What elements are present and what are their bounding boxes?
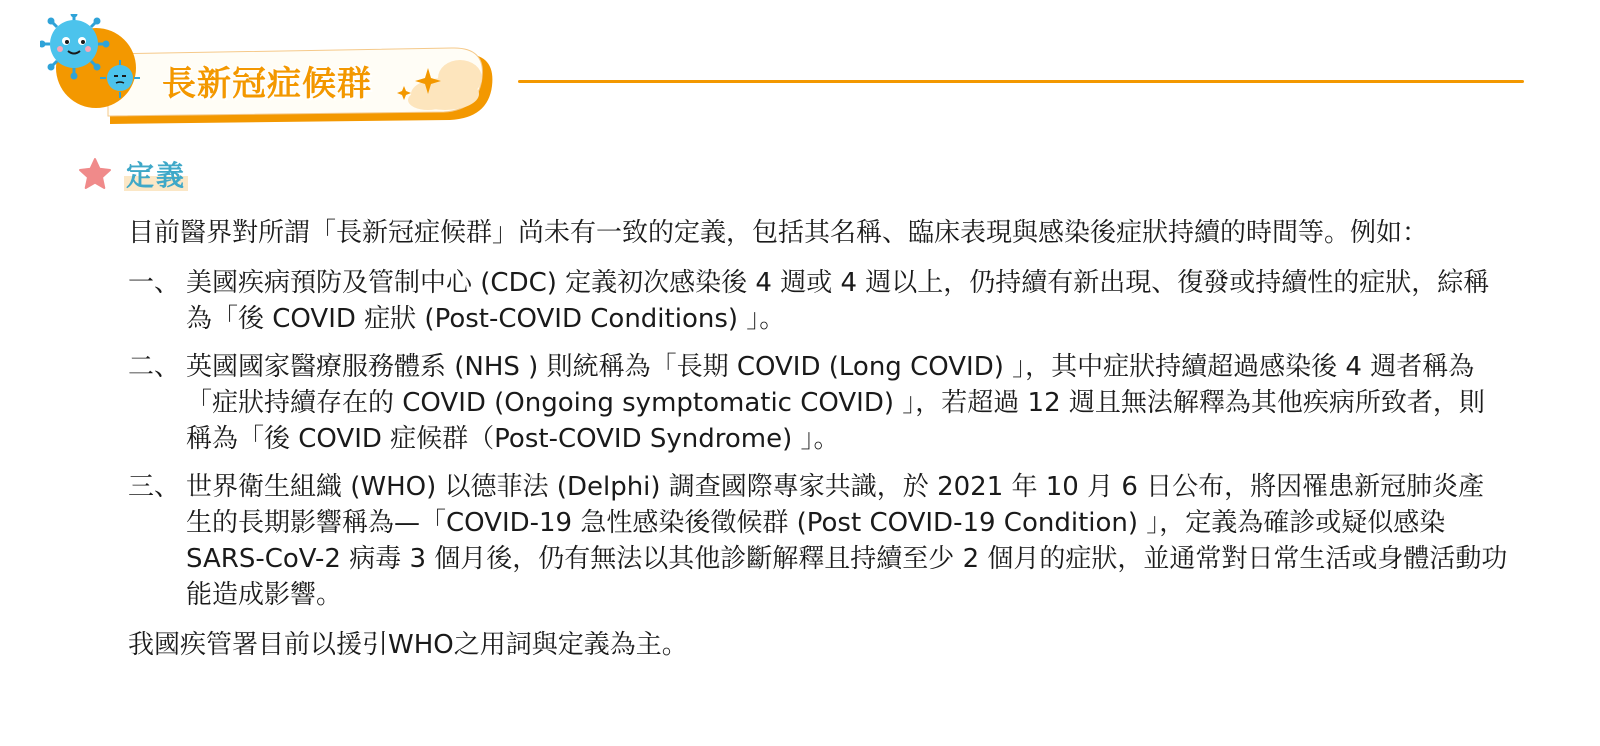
title-divider <box>518 80 1524 83</box>
list-item-text: 世界衛生組織 (WHO) 以德菲法 (Delphi) 調查國際專家共識，於 2021 年 10 月 6 日公布，將因罹患新冠肺炎產生的長期影響稱為—「COVID-19 急性感染後徵候群 (Post COVID-19 Condition) 」，定義為確診或疑似感染 SARS-CoV-2 病毒 3 個月後，仍有無法以其他診斷解釋且持續至少 2 個月的症狀，並通常對日常生活或身體活動功能造成影響。 <box>186 472 1508 610</box>
page-header <box>0 0 1600 130</box>
list-marker: 一、 <box>128 268 181 298</box>
list-item <box>128 469 1508 613</box>
page-title: 長新冠症候群 <box>162 64 372 104</box>
definition-body <box>128 215 1508 663</box>
closing-paragraph: 我國疾管署目前以援引WHO之用詞與定義為主。 <box>128 630 688 660</box>
list-marker: 三、 <box>128 472 181 502</box>
list-item-text: 美國疾病預防及管制中心 (CDC) 定義初次感染後 4 週或 4 週以上，仍持續有新出現、復發或持續性的症狀，綜稱為「後 COVID 症狀 (Post-COVID Conditions) 」。 <box>186 268 1490 334</box>
section-title: 定義 <box>124 154 188 194</box>
list-marker: 二、 <box>128 352 181 382</box>
section-heading <box>78 154 188 194</box>
intro-paragraph: 目前醫界對所謂「長新冠症候群」尚未有一致的定義，包括其名稱、臨床表現與感染後症狀持續的時間等。例如： <box>128 218 1429 248</box>
list-item <box>128 265 1508 337</box>
list-item-text: 英國國家醫療服務體系 (NHS ) 則統稱為「長期 COVID (Long COVID) 」，其中症狀持續超過感染後 4 週者稱為「症狀持續存在的 COVID (Ongoing symptomatic COVID) 」，若超過 12 週且無法解釋為其他疾病所致者，則稱為「後 COVID 症候群（Post-COVID Syndrome) 」。 <box>186 352 1485 454</box>
star-icon <box>78 157 112 191</box>
list-item <box>128 349 1508 457</box>
